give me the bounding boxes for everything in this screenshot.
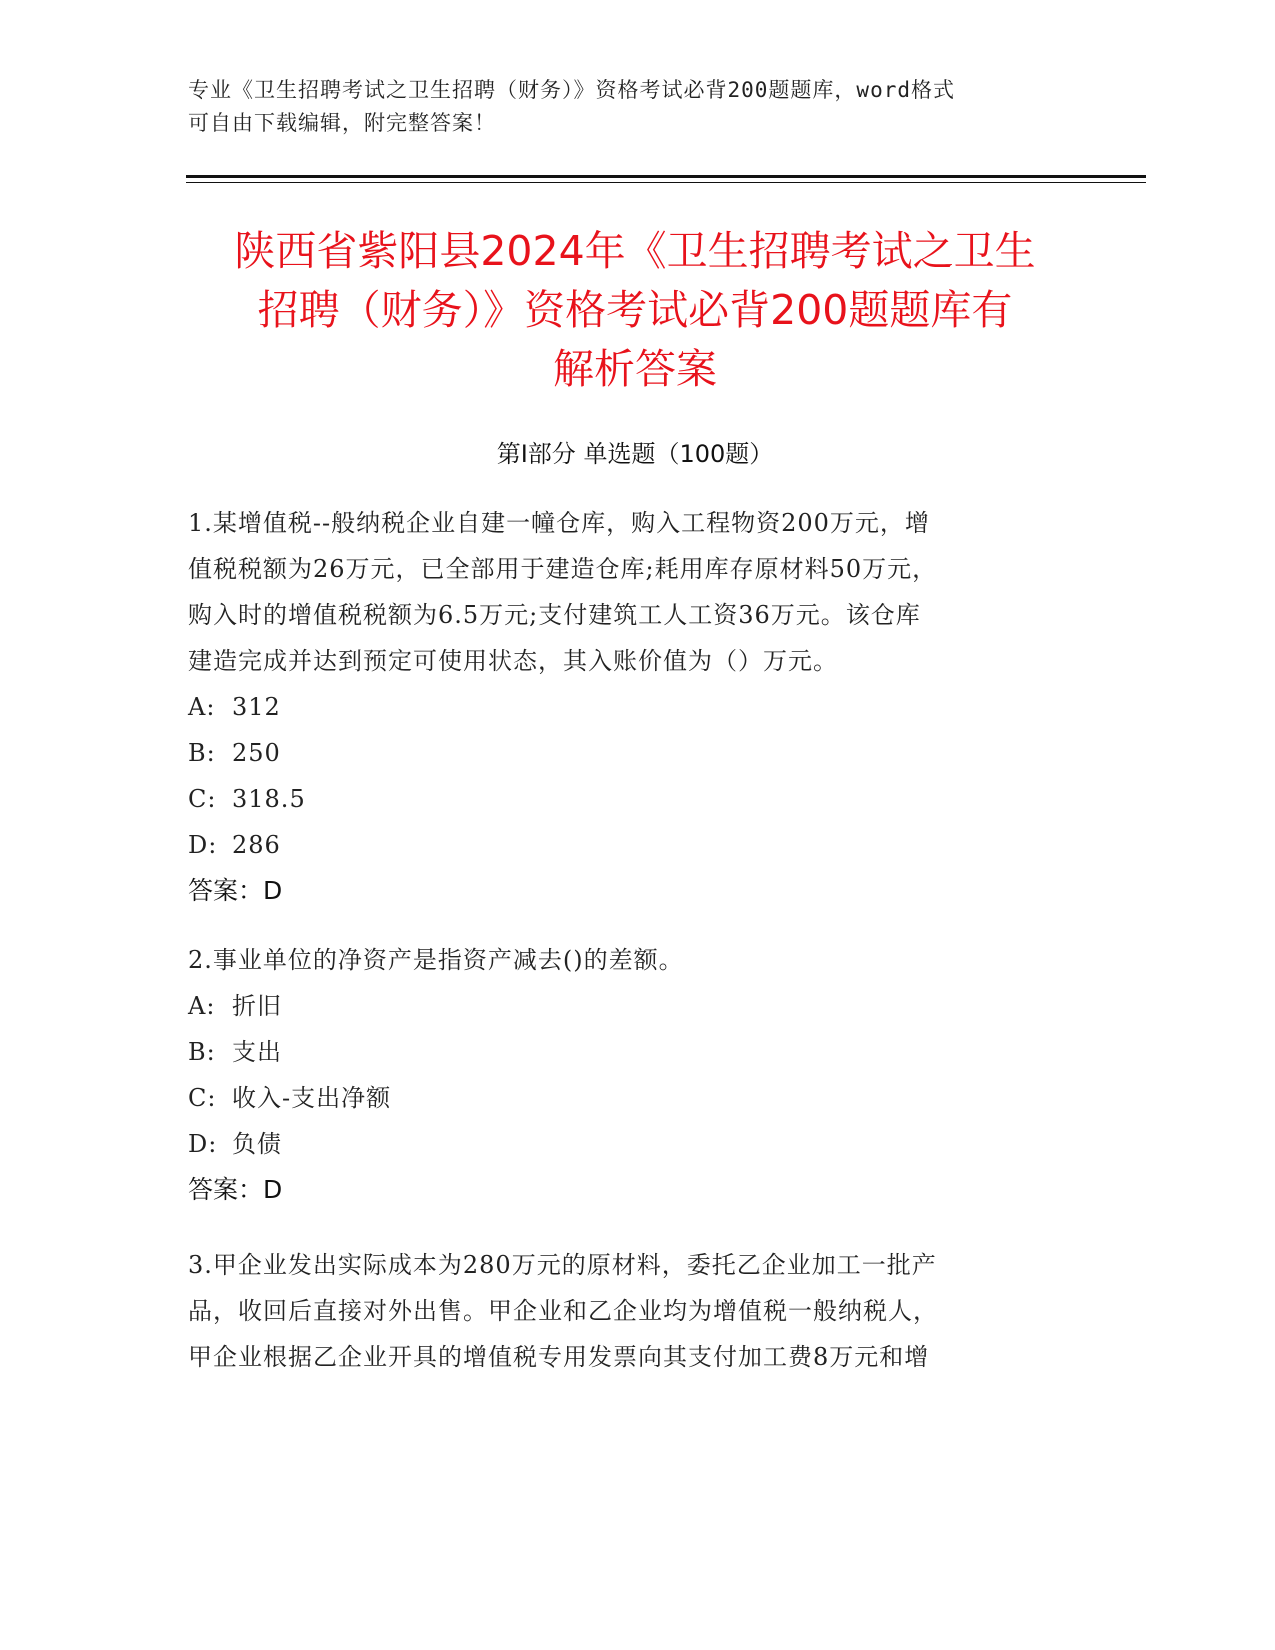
section-heading: 第Ⅰ部分 单选题（100题） (496, 440, 774, 468)
header-note-line-2: 可自由下载编辑，附完整答案！ (188, 111, 496, 135)
question-1-option-c (188, 776, 1068, 822)
option-key: C: (188, 785, 217, 813)
question-text-line: 建造完成并达到预定可使用状态，其入账价值为（）万元。 (188, 647, 838, 675)
option-text: 支出 (232, 1038, 282, 1066)
option-key: A: (188, 693, 216, 721)
option-text: 250 (232, 739, 281, 767)
header-divider-thick (186, 175, 1146, 178)
option-key: C: (188, 1084, 217, 1112)
question-1-answer: 答案：D (188, 876, 283, 905)
question-1-option-a (188, 684, 1068, 730)
question-3-text (188, 1242, 1068, 1380)
header-note-line-1: 专业《卫生招聘考试之卫生招聘（财务）》资格考试必背200题题库，word格式 (188, 78, 955, 102)
question-1 (188, 500, 1068, 914)
question-text-line: 品，收回后直接对外出售。甲企业和乙企业均为增值税一般纳税人， (188, 1297, 938, 1325)
option-text: 负债 (232, 1130, 282, 1158)
question-1-option-d (188, 822, 1068, 868)
question-3 (188, 1242, 1068, 1380)
question-2-answer: 答案：D (188, 1175, 283, 1204)
document-title-line-2: 招聘（财务）》资格考试必背200题题库有 (257, 286, 1013, 334)
option-text: 312 (232, 693, 281, 721)
document-title-line-1: 陕西省紫阳县2024年《卫生招聘考试之卫生 (234, 227, 1036, 275)
option-text: 收入-支出净额 (232, 1084, 392, 1112)
question-text-line: 购入时的增值税税额为6.5万元;支付建筑工人工资36万元。该仓库 (188, 601, 921, 629)
question-1-option-b (188, 730, 1068, 776)
question-2-option-c (188, 1075, 1068, 1121)
document-title (180, 222, 1090, 399)
option-key: D: (188, 831, 218, 859)
document-title-line-3: 解析答案 (553, 345, 717, 393)
option-key: A: (188, 992, 216, 1020)
option-key: B: (188, 739, 216, 767)
question-2-text (188, 937, 1068, 983)
question-text-line: 2.事业单位的净资产是指资产减去()的差额。 (188, 946, 684, 974)
question-2 (188, 937, 1068, 1213)
option-text: 286 (232, 831, 281, 859)
header-divider-thin (186, 182, 1146, 183)
question-text-line: 甲企业根据乙企业开具的增值税专用发票向其支付加工费8万元和增 (188, 1343, 930, 1371)
question-2-option-a (188, 983, 1068, 1029)
question-2-option-b (188, 1029, 1068, 1075)
header-note (188, 74, 1068, 140)
question-text-line: 值税税额为26万元，已全部用于建造仓库;耗用库存原材料50万元， (188, 555, 938, 583)
question-2-option-d (188, 1121, 1068, 1167)
question-text-line: 3.甲企业发出实际成本为280万元的原材料，委托乙企业加工一批产 (188, 1251, 937, 1279)
option-text: 318.5 (232, 785, 306, 813)
option-key: B: (188, 1038, 216, 1066)
question-text-line: 1.某增值税--般纳税企业自建一幢仓库，购入工程物资200万元，增 (188, 509, 930, 537)
option-key: D: (188, 1130, 218, 1158)
option-text: 折旧 (232, 992, 282, 1020)
question-1-text (188, 500, 1068, 684)
